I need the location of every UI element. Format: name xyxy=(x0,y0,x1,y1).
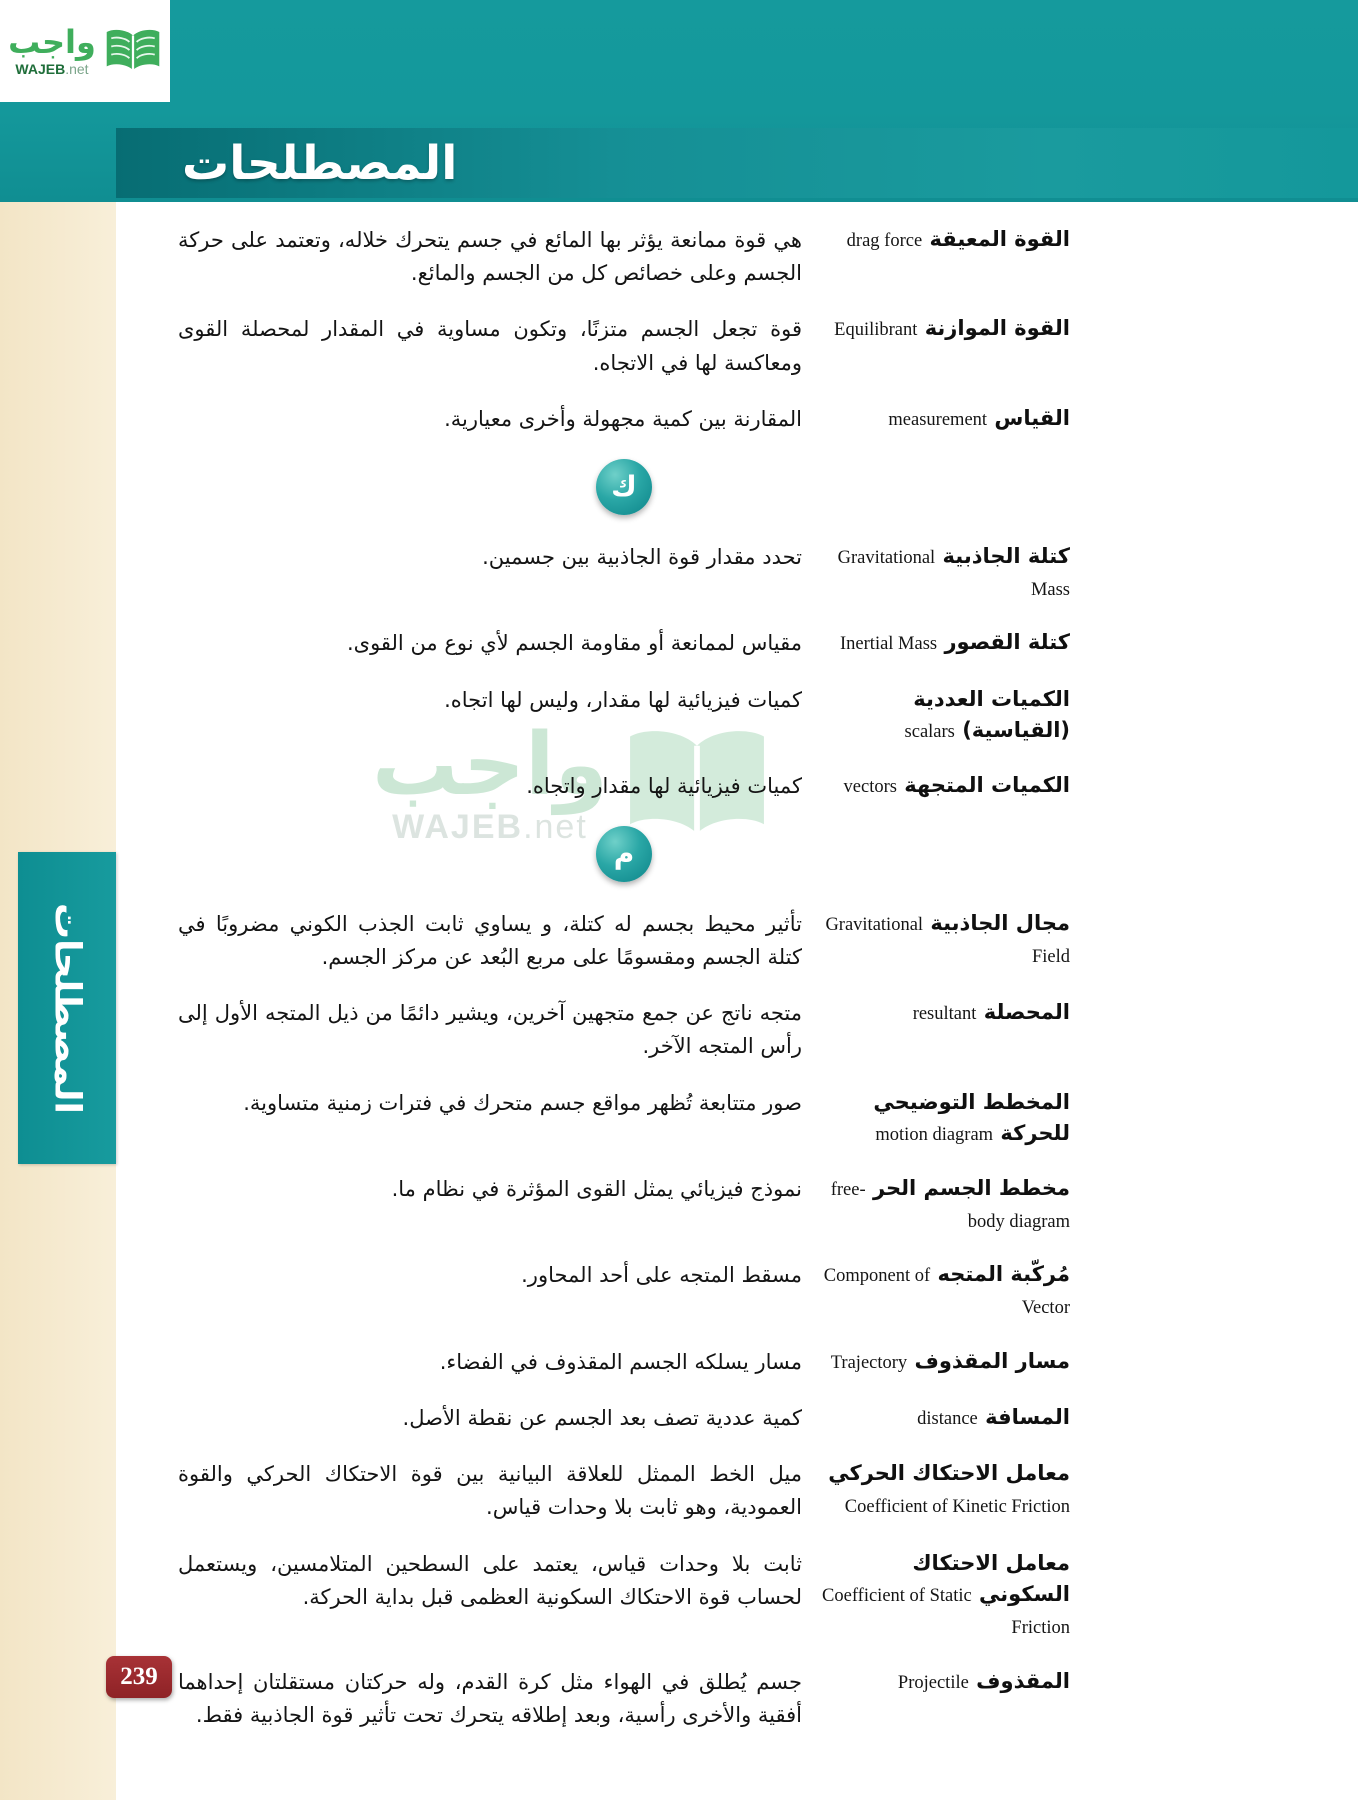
glossary-entry xyxy=(178,1458,1070,1524)
wajeb-logo xyxy=(0,0,170,102)
watermark-arabic-name: واجب xyxy=(372,715,608,815)
glossary-entry xyxy=(178,1666,1070,1732)
term-arabic: مجال الجاذبية xyxy=(930,910,1070,935)
logo-arabic-name: واجب xyxy=(8,23,96,61)
term-cell xyxy=(818,1402,1070,1434)
glossary-entry xyxy=(178,1346,1070,1379)
term-arabic: القوة الموازنة xyxy=(924,316,1070,341)
term-arabic: معامل الاحتكاك السكوني xyxy=(912,1550,1070,1607)
term-arabic: الكميات المتجهة xyxy=(904,772,1070,797)
glossary-entry xyxy=(178,997,1070,1063)
term-english: distance xyxy=(917,1409,978,1430)
term-english: Coefficient of Static Friction xyxy=(822,1586,1070,1638)
header-band xyxy=(0,0,1358,202)
term-cell xyxy=(818,313,1070,345)
term-english: vectors xyxy=(843,776,897,797)
definition-text: تأثير محيط بجسم له كتلة، و يساوي ثابت الجذب الكوني مضروبًا في كتلة الجسم ومقسومًا على مربع البُعد عن مركز الجسم. xyxy=(178,911,802,970)
logo-text xyxy=(8,23,96,77)
term-english: resultant xyxy=(912,1004,977,1025)
glossary-entry xyxy=(178,908,1070,974)
term-english: drag force xyxy=(846,231,923,251)
term-cell xyxy=(818,403,1070,435)
logo-latin-brand: WAJEB xyxy=(15,61,66,77)
term-english: Trajectory xyxy=(830,1352,908,1373)
term-cell xyxy=(818,770,1070,802)
definition-text: مسقط المتجه على أحد المحاور. xyxy=(521,1263,802,1288)
definition-text: جسم يُطلق في الهواء مثل كرة القدم، وله حركتان مستقلتان إحداهما أفقية والأخرى رأسية، وبعد إطلاقه يتحرك تحت تأثير قوة الجاذبية فقط. xyxy=(178,1669,802,1727)
definition-text: ثابت بلا وحدات قياس، يعتمد على السطحين المتلامسين، ويستعمل لحساب قوة الاحتكاك السكونية العظمى قبل بداية الحركة. xyxy=(178,1551,802,1609)
term-arabic: كتلة القصور xyxy=(944,630,1070,655)
definition-text: ميل الخط الممثل للعلاقة البيانية بين قوة الاحتكاك الحركي والقوة العمودية، وهو ثابت بلا وحدات قياس. xyxy=(178,1462,802,1520)
glossary-entry xyxy=(178,1259,1070,1323)
term-arabic: القوة المعيقة xyxy=(929,227,1070,251)
title-bar xyxy=(116,128,1358,198)
term-english: measurement xyxy=(888,409,988,430)
term-arabic: مسار المقذوف xyxy=(914,1348,1070,1373)
term-arabic: مخطط الجسم الحر xyxy=(872,1175,1070,1200)
definition-text: مقياس لممانعة أو مقاومة الجسم لأي نوع من القوى. xyxy=(346,631,802,656)
term-cell xyxy=(818,1259,1070,1323)
term-english: Projectile xyxy=(897,1672,969,1693)
glossary-entry xyxy=(178,770,1070,803)
term-english: Coefficient of Kinetic Friction xyxy=(844,1496,1070,1517)
term-cell xyxy=(818,1173,1070,1237)
definition-text: متجه ناتج عن جمع متجهين آخرين، ويشير دائمًا من ذيل المتجه الأول إلى رأس المتجه الآخر. xyxy=(178,1001,802,1059)
term-english: Gravitational Field xyxy=(825,914,1070,967)
term-cell xyxy=(818,541,1070,605)
term-arabic: كتلة الجاذبية xyxy=(942,543,1070,568)
term-english: Equilibrant xyxy=(834,320,918,341)
term-english: scalars xyxy=(904,722,955,743)
definition-text: تحدد مقدار قوة الجاذبية بين جسمين. xyxy=(482,544,802,569)
term-arabic: الكميات العددية (القياسية) xyxy=(913,686,1070,743)
definition-text: صور متتابعة تُظهر مواقع جسم متحرك في فترات زمنية متساوية. xyxy=(243,1090,802,1115)
term-cell xyxy=(818,1346,1070,1378)
definition-text: مسار يسلكه الجسم المقذوف في الفضاء. xyxy=(439,1349,802,1374)
glossary-entry xyxy=(178,1173,1070,1237)
term-arabic: المحصلة xyxy=(983,1000,1070,1025)
term-english: Component of Vector xyxy=(823,1266,1070,1319)
definition-text: نموذج فيزيائي يمثل القوى المؤثرة في نظام ما. xyxy=(391,1176,802,1201)
glossary-entry xyxy=(178,627,1070,660)
watermark-latin-suffix: .net xyxy=(523,808,588,846)
term-cell xyxy=(818,1458,1070,1521)
term-arabic: المقذوف xyxy=(976,1668,1070,1693)
term-arabic: المخطط التوضيحي للحركة xyxy=(873,1089,1070,1146)
section-letter-badge: ك xyxy=(596,459,652,515)
term-english: free-body diagram xyxy=(830,1179,1070,1232)
term-cell xyxy=(818,1087,1070,1150)
term-arabic: معامل الاحتكاك الحركي xyxy=(828,1461,1070,1486)
definition-text: كميات فيزيائية لها مقدار واتجاه. xyxy=(526,773,802,798)
term-cell xyxy=(818,684,1070,747)
term-arabic: المسافة xyxy=(985,1405,1070,1430)
definition-text: كميات فيزيائية لها مقدار، وليس لها اتجاه. xyxy=(444,687,802,712)
sidebar-tab-glossary xyxy=(18,852,116,1164)
glossary-entry xyxy=(178,224,1070,290)
watermark-latin-brand: WAJEB xyxy=(392,808,524,846)
term-cell xyxy=(818,224,1070,256)
term-english: motion diagram xyxy=(875,1125,994,1146)
glossary-entry xyxy=(178,684,1070,747)
term-cell xyxy=(818,997,1070,1029)
definition-text: كمية عددية تصف بعد الجسم عن نقطة الأصل. xyxy=(402,1406,802,1431)
glossary-entry xyxy=(178,1548,1070,1643)
logo-latin-suffix: .net xyxy=(65,61,89,77)
term-english: Inertial Mass xyxy=(840,634,938,655)
glossary-entry xyxy=(178,403,1070,436)
term-cell xyxy=(818,627,1070,659)
logo-latin-name xyxy=(15,62,88,76)
term-cell xyxy=(818,1666,1070,1698)
term-cell xyxy=(818,1548,1070,1643)
definition-text: المقارنة بين كمية مجهولة وأخرى معيارية. xyxy=(444,406,802,431)
sidebar-tab-label: المصطلحات xyxy=(46,902,88,1114)
glossary-entry xyxy=(178,1087,1070,1150)
section-letter-badge: م xyxy=(596,826,652,882)
page-title: المصطلحات xyxy=(182,135,458,191)
glossary-list xyxy=(178,224,1070,1755)
term-arabic: القياس xyxy=(994,405,1070,430)
term-english: Gravitational Mass xyxy=(837,547,1070,600)
page-number-badge: 239 xyxy=(106,1656,172,1698)
open-book-icon xyxy=(104,26,162,76)
definition-text: قوة تجعل الجسم متزنًا، وتكون مساوية في المقدار لمحصلة القوى ومعاكسة لها في الاتجاه. xyxy=(178,317,802,375)
term-arabic: مُركّبة المتجه xyxy=(937,1262,1070,1287)
glossary-entry xyxy=(178,1402,1070,1435)
glossary-entry xyxy=(178,313,1070,379)
term-cell xyxy=(818,908,1070,972)
definition-text: هي قوة ممانعة يؤثر بها المائع في جسم يتحرك خلاله، وتعتمد على حركة الجسم وعلى خصائص كل من الجسم والمائع. xyxy=(178,228,802,286)
glossary-entry xyxy=(178,541,1070,605)
